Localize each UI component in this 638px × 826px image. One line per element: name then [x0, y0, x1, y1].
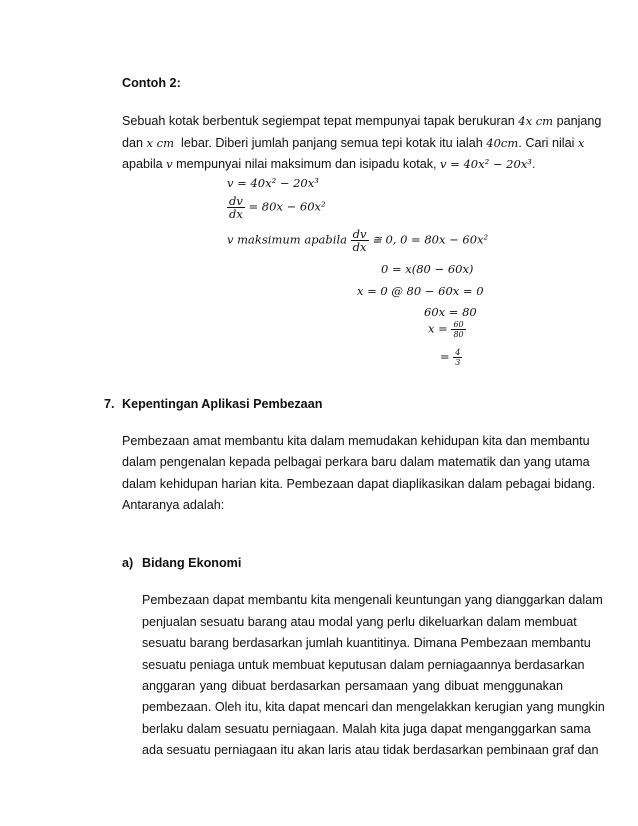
problem-line-3 [122, 157, 536, 171]
equation-2 [227, 195, 326, 220]
problem-text: lebar. Diberi jumlah panjang semua tepi kotak itu ialah [181, 136, 483, 150]
math-inline: 40cm. [486, 136, 522, 150]
math-inline: x [577, 136, 585, 150]
equation-lhs: x = [428, 321, 448, 336]
fraction-numerator: 4 [455, 348, 461, 357]
equation-lhs: = [440, 349, 450, 364]
paragraph-line: Antaranya adalah: [122, 498, 225, 512]
problem-text: Cari nilai [525, 136, 575, 150]
problem-text: panjang [556, 114, 602, 128]
fraction-dv-dx [351, 228, 369, 253]
fraction-denominator: 80 [453, 330, 464, 339]
fraction-numerator: dv [352, 227, 367, 241]
fraction-dv-dx [227, 195, 245, 220]
paragraph-line: ada sesuatu perniagaan itu akan laris atau tidak berdasarkan pembinaan graf dan [142, 743, 599, 757]
paragraph-line: Pembezaan amat membantu kita dalam memudakan kehidupan kita dan membantu [122, 434, 590, 448]
fraction-60-80 [451, 320, 465, 339]
problem-text: Sebuah kotak berbentuk segiempat tepat mempunyai tapak berukuran [122, 114, 515, 128]
paragraph-line: pembezaan. Oleh itu, kita dapat mencari dan mengelakkan kerugian yang mungkin [142, 700, 605, 714]
equation-7 [428, 320, 466, 339]
equation-rhs: ≅ 0, 0 = 80x − 60x² [372, 232, 489, 247]
fraction-numerator: dv [229, 194, 243, 208]
fraction-numerator: 60 [453, 320, 464, 329]
equation-rhs: = 80x − 60x² [248, 199, 326, 214]
problem-text: apabila [122, 157, 163, 171]
paragraph-line: anggaran yang dibuat berdasarkan persamaan yang dibuat menggunakan [142, 679, 563, 693]
paragraph-line: sesuatu barang berdasarkan jumlah kuantitinya. Dimana Pembezaan membantu [142, 636, 591, 650]
problem-line-2 [122, 136, 584, 150]
fraction-denominator: 3 [455, 358, 461, 367]
example-heading: Contoh 2: [122, 76, 181, 90]
equation-3 [227, 228, 488, 253]
subsection-label: a) [122, 556, 134, 570]
subsection-title: Bidang Ekonomi [142, 556, 242, 570]
paragraph-line: dalam kehidupan harian kita. Pembezaan dapat diaplikasikan dalam pebagai bidang. [122, 477, 596, 491]
paragraph-line: Pembezaan dapat membantu kita mengenali keuntungan yang dianggarkan dalam [142, 593, 603, 607]
fraction-denominator: dx [352, 240, 367, 254]
problem-line-1 [122, 114, 601, 128]
paragraph-line: sesuatu peniaga untuk membuat keputusan dalam perniagaannya berdasarkan [142, 658, 585, 672]
equation-1: v = 40x² − 20x³ [227, 176, 319, 190]
math-inline: v = 40x² − 20x³. [440, 157, 536, 171]
equation-4: 0 = x(80 − 60x) [381, 262, 474, 276]
paragraph-line: penjualan sesuatu barang atau modal yang perlu dikeluarkan dalam membuat [142, 615, 577, 629]
math-inline: x cm [146, 136, 175, 150]
equation-lhs: v maksimum apabila [227, 232, 347, 247]
problem-text: dan [122, 136, 144, 150]
math-inline: 4x cm [518, 114, 554, 128]
paragraph-line: berlaku dalam sesuatu perniagaan. Malah kita juga dapat menganggarkan sama [142, 722, 591, 736]
equation-5: x = 0 @ 80 − 60x = 0 [357, 284, 484, 298]
paragraph-line: dalam pengenalan kepada pelbagai perkara baru dalam matematik dan yang utama [122, 455, 590, 469]
problem-text: mempunyai nilai maksimum dan isipadu kotak, [176, 157, 437, 171]
equation-6: 60x = 80 [424, 305, 477, 319]
equation-8 [440, 348, 462, 367]
section-title: Kepentingan Aplikasi Pembezaan [122, 397, 323, 411]
fraction-denominator: dx [229, 207, 243, 221]
math-inline: v [166, 157, 173, 171]
fraction-4-3 [453, 348, 462, 367]
section-number: 7. [104, 397, 115, 411]
